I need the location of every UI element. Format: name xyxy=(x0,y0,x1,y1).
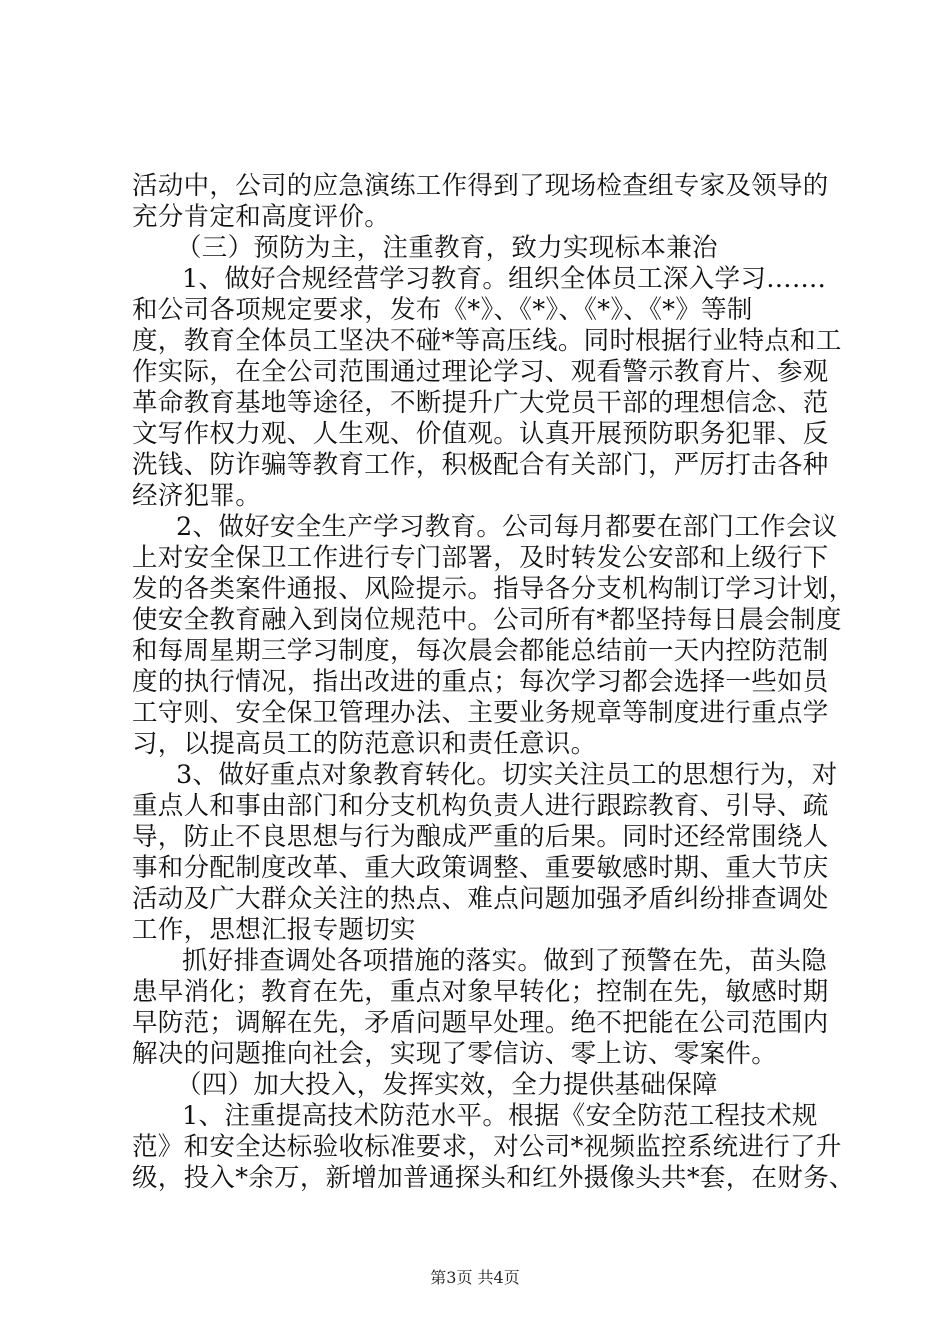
text-line: 充分肯定和高度评价。 xyxy=(132,202,391,232)
text-line: 活动及广大群众关注的热点、难点问题加强矛盾纠纷排查调处 xyxy=(132,884,829,914)
text-line: 级，投入*余万，新增加普通探头和红外摄像头共*套，在财务、 xyxy=(132,1163,855,1193)
text-line: 和每周星期三学习制度，每次晨会都能总结前一天内控防范制 xyxy=(132,636,829,666)
text-line: 患早消化；教育在先，重点对象早转化；控制在先，敏感时期 xyxy=(132,977,829,1007)
text-line: 洗钱、防诈骗等教育工作，积极配合有关部门，严厉打击各种 xyxy=(132,450,829,480)
text-line: 和公司各项规定要求，发布《*》、《*》、《*》、《*》等制 xyxy=(132,295,753,325)
text-line: 范》和安全达标验收标准要求，对公司*视频监控系统进行了升 xyxy=(132,1132,842,1162)
text-line: 文写作权力观、人生观、价值观。认真开展预防职务犯罪、反 xyxy=(132,419,829,449)
page-footer: 第3页 共4页 xyxy=(430,1268,520,1287)
text-line: 2、做好安全生产学习教育。公司每月都要在部门工作会议 xyxy=(176,512,838,542)
text-line: 导，防止不良思想与行为酿成严重的后果。同时还经常围绕人 xyxy=(132,822,829,852)
text-line: 活动中，公司的应急演练工作得到了现场检查组专家及领导的 xyxy=(132,171,829,201)
text-line: （四）加大投入，发挥实效，全力提供基础保障 xyxy=(176,1070,718,1100)
text-line: 1、注重提高技术防范水平。根据《安全防范工程技术规 xyxy=(182,1101,818,1131)
text-line: 革命教育基地等途径，不断提升广大党员干部的理想信念、范 xyxy=(132,388,829,418)
text-line: 工作，思想汇报专题切实 xyxy=(132,915,416,945)
text-line: 解决的问题推向社会，实现了零信访、零上访、零案件。 xyxy=(132,1039,778,1069)
text-line: 习，以提高员工的防范意识和责任意识。 xyxy=(132,729,597,759)
text-line: （三）预防为主，注重教育，致力实现标本兼治 xyxy=(176,233,718,263)
text-line: 经济犯罪。 xyxy=(132,481,262,511)
text-line: 早防范；调解在先，矛盾问题早处理。绝不把能在公司范围内 xyxy=(132,1008,829,1038)
text-line: 发的各类案件通报、风险提示。指导各分支机构制订学习计划， xyxy=(132,574,855,604)
text-line: 度的执行情况，指出改进的重点；每次学习都会选择一些如员 xyxy=(132,667,829,697)
text-line: 上对安全保卫工作进行专门部署，及时转发公安部和上级行下 xyxy=(132,543,829,573)
text-line: 抓好排查调处各项措施的落实。做到了预警在先，苗头隐 xyxy=(182,946,828,976)
text-line: 1、做好合规经营学习教育。组织全体员工深入学习……． xyxy=(182,264,844,294)
text-line: 工守则、安全保卫管理办法、主要业务规章等制度进行重点学 xyxy=(132,698,829,728)
text-line: 事和分配制度改革、重大政策调整、重要敏感时期、重大节庆 xyxy=(132,853,829,883)
text-line: 使安全教育融入到岗位规范中。公司所有*都坚持每日晨会制度 xyxy=(132,605,842,635)
text-line: 度，教育全体员工坚决不碰*等高压线。同时根据行业特点和工 xyxy=(132,326,842,356)
document-body xyxy=(132,171,855,1194)
text-line: 作实际，在全公司范围通过理论学习、观看警示教育片、参观 xyxy=(132,357,829,387)
text-line: 3、做好重点对象教育转化。切实关注员工的思想行为，对 xyxy=(176,760,838,790)
text-line: 重点人和事由部门和分支机构负责人进行跟踪教育、引导、疏 xyxy=(132,791,829,821)
